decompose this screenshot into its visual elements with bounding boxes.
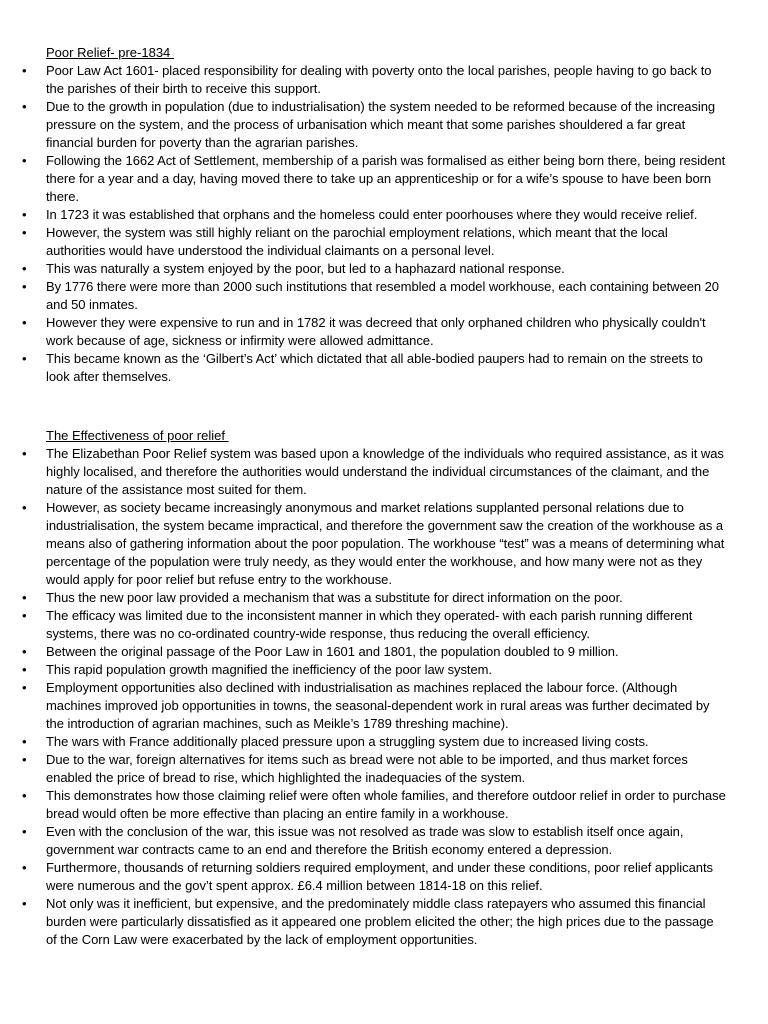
bullet-text: However they were expensive to run and in 1782 it was decreed that only orphaned children who physically couldn't work because of age, sickness or infirmity were allowed admittance. [46, 315, 706, 348]
bullet-item [22, 62, 726, 98]
section-heading: The Effectiveness of poor relief [46, 428, 229, 443]
bullet-text: Poor Law Act 1601- placed responsibility for dealing with poverty onto the local parishes, people having to go back to the parishes of their birth to receive this support. [46, 63, 712, 96]
bullet-text: The wars with France additionally placed pressure upon a struggling system due to increased living costs. [46, 734, 649, 749]
bullet-dot-icon: • [22, 644, 27, 659]
section-effectiveness-of-poor-relief [22, 427, 726, 949]
bullet-item [22, 224, 726, 260]
bullet-dot-icon: • [22, 225, 27, 240]
bullet-dot-icon: • [22, 63, 27, 78]
bullet-text: Following the 1662 Act of Settlement, membership of a parish was formalised as either being born there, being resident there for a year and a day, having moved there to take up an apprenticeship or for a wife’s spouse to have been born there. [46, 153, 726, 204]
bullet-text: The efficacy was limited due to the inconsistent manner in which they operated- with each parish running different systems, there was no co-ordinated country-wide response, thus reducing the overall efficiency. [46, 608, 693, 641]
bullet-text: Between the original passage of the Poor Law in 1601 and 1801, the population doubled to 9 million. [46, 644, 619, 659]
bullet-item [22, 895, 726, 949]
bullet-item [22, 679, 726, 733]
bullet-dot-icon: • [22, 315, 27, 330]
bullet-item [22, 643, 726, 661]
bullet-item [22, 314, 726, 350]
bullet-dot-icon: • [22, 824, 27, 839]
bullet-text: In 1723 it was established that orphans and the homeless could enter poorhouses where they would receive relief. [46, 207, 698, 222]
bullet-item [22, 787, 726, 823]
bullet-dot-icon: • [22, 788, 27, 803]
bullet-item [22, 445, 726, 499]
bullet-dot-icon: • [22, 153, 27, 168]
bullet-text: However, the system was still highly reliant on the parochial employment relations, which meant that the local authorities would have understood the individual claimants on a personal level. [46, 225, 668, 258]
bullet-text: Not only was it inefficient, but expensive, and the predominately middle class ratepayers who assumed this financial burden were particularly dissatisfied as it appeared one problem elicited the other; the high prices due to the passage of the Corn Law were exacerbated by the lack of employment opportunities. [46, 896, 714, 947]
bullet-dot-icon: • [22, 590, 27, 605]
section-poor-relief-pre-1834 [22, 44, 726, 386]
bullet-item [22, 589, 726, 607]
bullet-dot-icon: • [22, 351, 27, 366]
bullet-dot-icon: • [22, 500, 27, 515]
bullet-text: The Elizabethan Poor Relief system was based upon a knowledge of the individuals who required assistance, as it was highly localised, and therefore the authorities would understand the individual circumstances of the claimant, and the nature of the assistance most suited for them. [46, 446, 724, 497]
bullet-item [22, 206, 726, 224]
bullet-dot-icon: • [22, 608, 27, 623]
section-heading: Poor Relief- pre-1834 [46, 45, 174, 60]
bullet-text: This became known as the ‘Gilbert’s Act’ which dictated that all able-bodied paupers had to remain on the streets to look after themselves. [46, 351, 703, 384]
bullet-item [22, 607, 726, 643]
bullet-text: Thus the new poor law provided a mechanism that was a substitute for direct information on the poor. [46, 590, 623, 605]
bullet-text: Due to the growth in population (due to industrialisation) the system needed to be reformed because of the increasing pressure on the system, and the process of urbanisation which meant that some parishes shouldered a far great financial burden for poverty than the agrarian parishes. [46, 99, 716, 150]
bullet-item [22, 661, 726, 679]
bullet-item [22, 98, 726, 152]
bullet-item [22, 859, 726, 895]
bullet-dot-icon: • [22, 680, 27, 695]
bullet-dot-icon: • [22, 752, 27, 767]
bullet-dot-icon: • [22, 896, 27, 911]
bullet-text: Due to the war, foreign alternatives for items such as bread were not able to be imported, and thus market forces enabled the price of bread to rise, which highlighted the inadequacies of the system. [46, 752, 688, 785]
bullet-text: This rapid population growth magnified the inefficiency of the poor law system. [46, 662, 492, 677]
bullet-list [22, 445, 726, 949]
bullet-text: Even with the conclusion of the war, this issue was not resolved as trade was slow to establish itself once again, government war contracts came to an end and therefore the British economy entered a depression. [46, 824, 684, 857]
bullet-dot-icon: • [22, 99, 27, 114]
bullet-text: This was naturally a system enjoyed by the poor, but led to a haphazard national response. [46, 261, 565, 276]
bullet-item [22, 278, 726, 314]
bullet-dot-icon: • [22, 279, 27, 294]
bullet-item [22, 733, 726, 751]
bullet-dot-icon: • [22, 860, 27, 875]
bullet-dot-icon: • [22, 662, 27, 677]
bullet-item [22, 823, 726, 859]
bullet-dot-icon: • [22, 207, 27, 222]
bullet-dot-icon: • [22, 446, 27, 461]
bullet-dot-icon: • [22, 734, 27, 749]
bullet-item [22, 499, 726, 589]
bullet-text: Furthermore, thousands of returning soldiers required employment, and under these conditions, poor relief applicants were numerous and the gov’t spent approx. £6.4 million between 1814-18 on this relief. [46, 860, 713, 893]
bullet-text: However, as society became increasingly anonymous and market relations supplanted personal relations due to industrialisation, the system became impractical, and therefore the government saw the creation of the workhouse as a means also of gathering information about the poor population. The workhouse “test” was a means of determining what percentage of the population were truly needy, as they would enter the workhouse, and how many were not as they would apply for poor relief but refuse entry to the workhouse. [46, 500, 725, 587]
bullet-text: By 1776 there were more than 2000 such institutions that resembled a model workhouse, each containing between 20 and 50 inmates. [46, 279, 719, 312]
bullet-item [22, 152, 726, 206]
bullet-text: Employment opportunities also declined with industrialisation as machines replaced the labour force. (Although machines improved job opportunities in towns, the seasonal-dependent work in rural areas was further decimated by the introduction of agrarian machines, such as Meikle’s 1789 threshing machine). [46, 680, 710, 731]
bullet-list [22, 62, 726, 386]
bullet-item [22, 751, 726, 787]
bullet-item [22, 260, 726, 278]
bullet-text: This demonstrates how those claiming relief were often whole families, and therefore outdoor relief in order to purchase bread would often be more effective than placing an entire family in a workhouse. [46, 788, 726, 821]
bullet-item [22, 350, 726, 386]
bullet-dot-icon: • [22, 261, 27, 276]
